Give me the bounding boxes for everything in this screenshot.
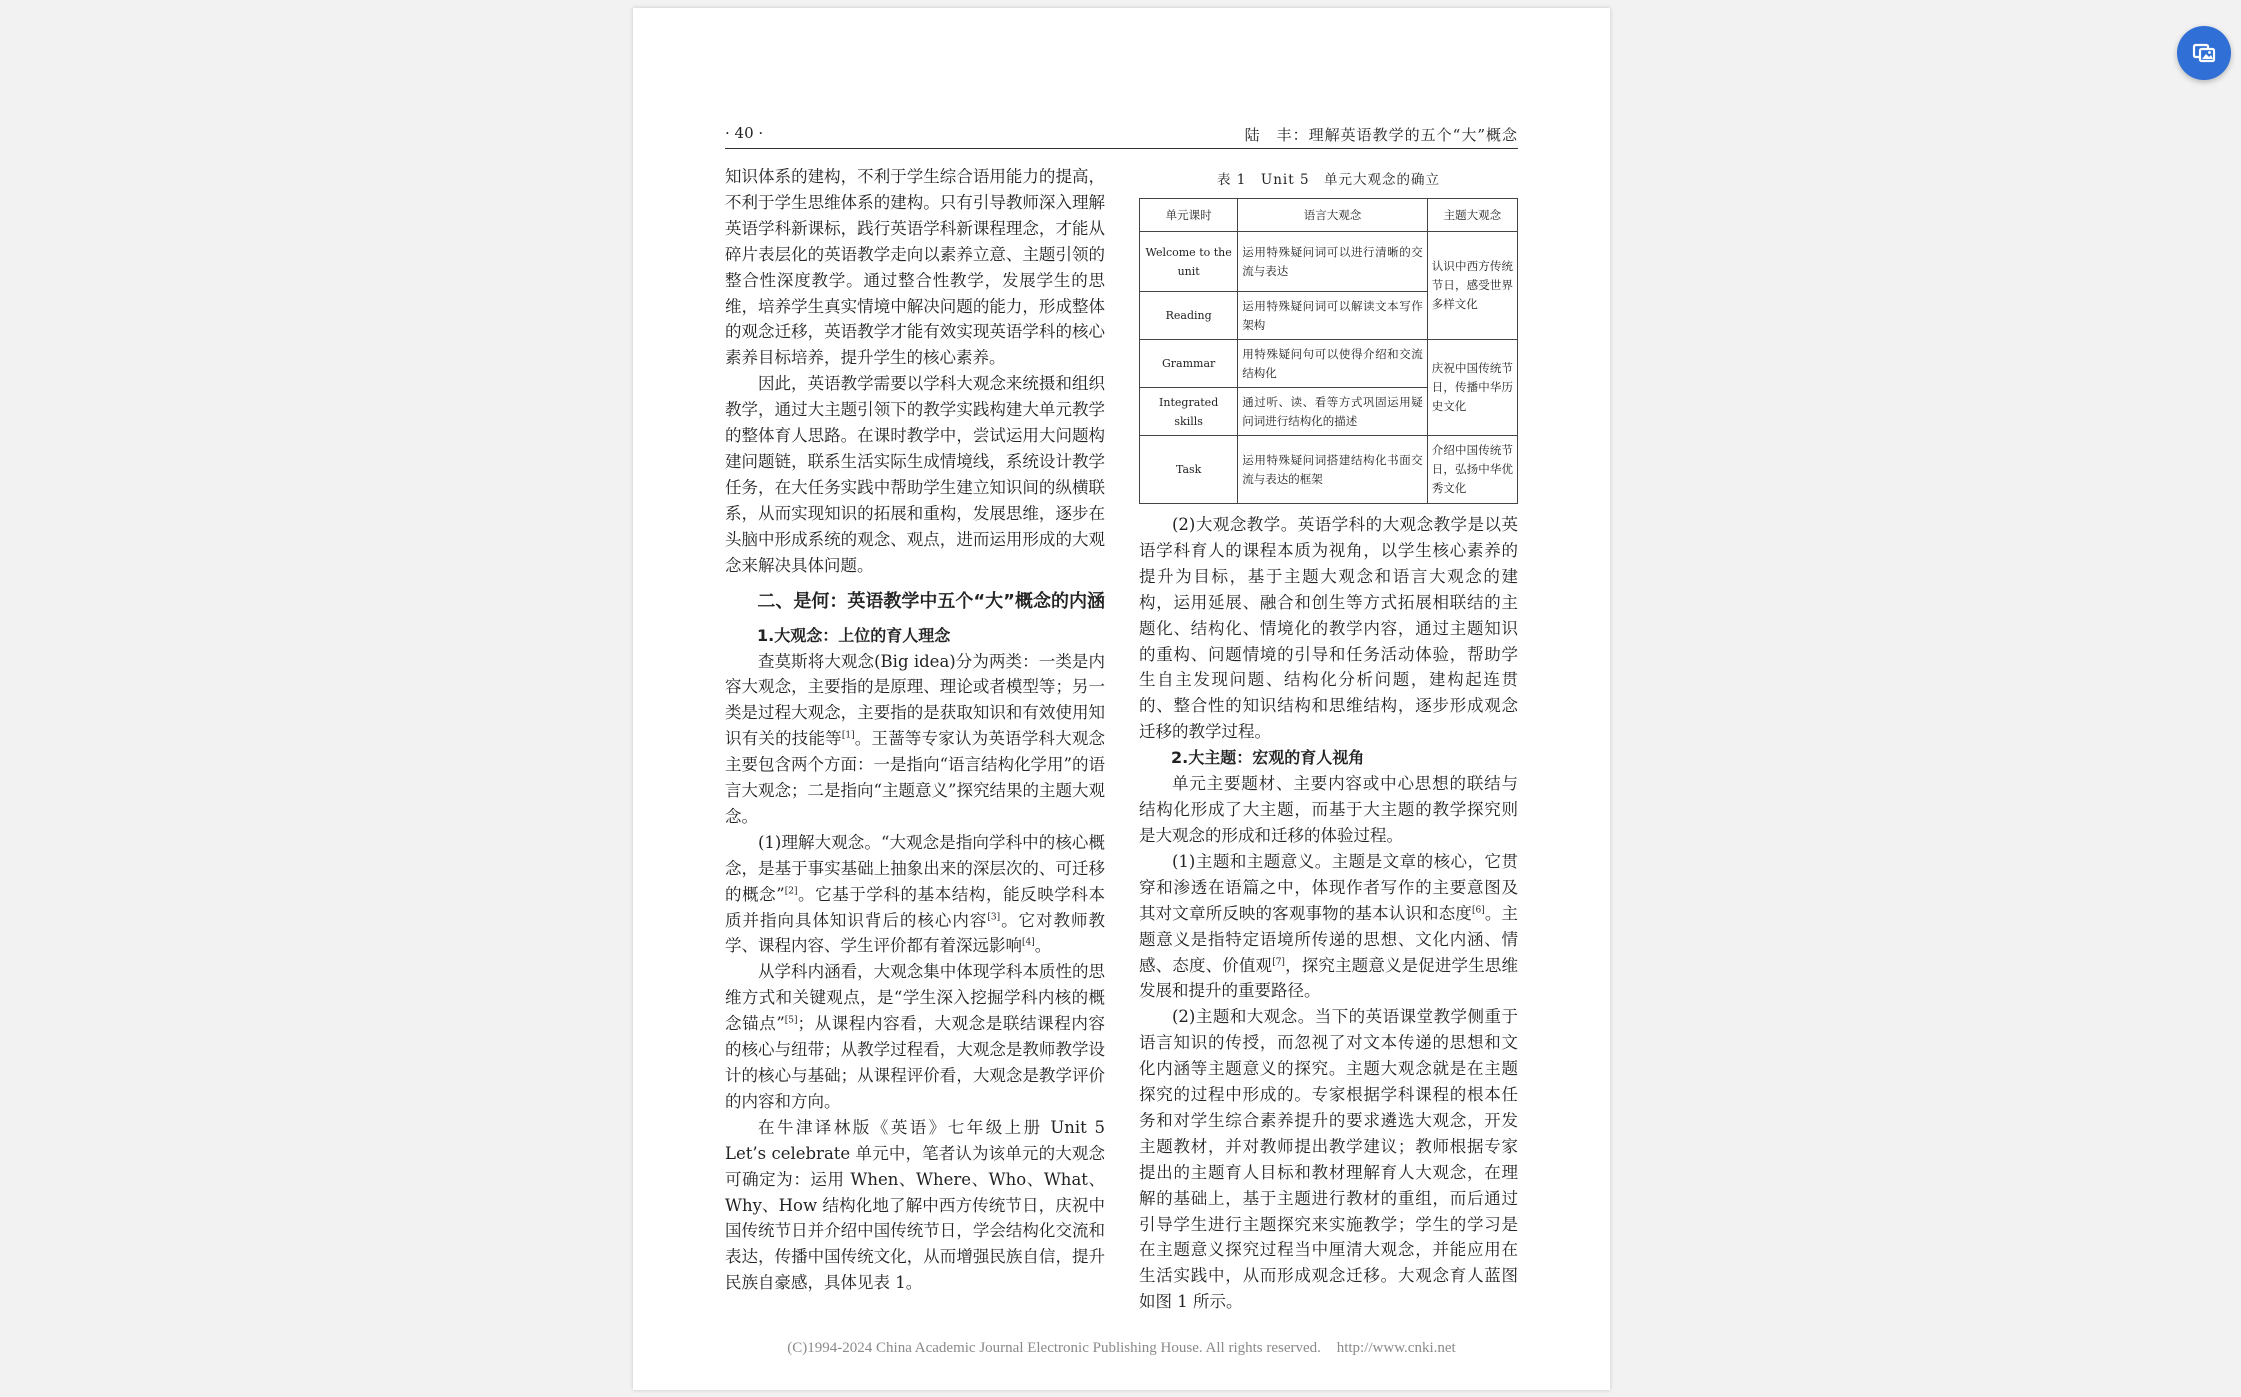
citation: [7] (1272, 957, 1285, 967)
paragraph: (1)主题和主题意义。主题是文章的核心，它贯穿和渗透在语篇之中，体现作者写作的主要意图及其对文章所反映的客观事物的基本认识和态度[6]。主题意义是指特定语境所传递的思想、文化内涵、情感、态度、价值观[7]，探究主题意义是促进学生思维发展和提升的重要路径。 (1139, 851, 1519, 1001)
left-column (725, 164, 1105, 1296)
image-translate-button[interactable] (2177, 26, 2231, 80)
table-cell: 运用特殊疑问词可以进行清晰的交流与表达 (1238, 232, 1428, 292)
cnki-url: http://www.cnki.net (1336, 1340, 1456, 1356)
paragraph: (2)主题和大观念。当下的英语课堂教学侧重于语言知识的传授，而忽视了对文本传递的思想和文化内涵等主题意义的探究。主题大观念就是在主题探究的过程中形成的。专家根据学科课程的根本任务和对学生综合素养提升的要求遴选大观念，开发主题教材，并对教师提出教学建议；教师根据专家提出的主题育人目标和教材理解育人大观念，在理解的基础上，基于主题进行教材的重组，而后通过引导学生进行主题探究来实施教学；学生的学习是在主题意义探究过程当中厘清大观念，并能应用在生活实践中，从而形成观念迁移。大观念育人蓝图如图 1 所示。 (1139, 1007, 1518, 1312)
table-cell: 通过听、读、看等方式巩固运用疑问词进行结构化的描述 (1238, 388, 1428, 436)
table-cell: 运用特殊疑问词搭建结构化书面交流与表达的框架 (1238, 436, 1428, 504)
table-cell: Welcome to the unit (1140, 232, 1238, 292)
paragraph: 知识体系的建构，不利于学生综合语用能力的提高，不利于学生思维体系的建构。只有引导教师深入理解英语学科新课标，践行英语学科新课程理念，才能从碎片表层化的英语教学走向以素养立意、主题引领的整合性深度教学。通过整合性教学，发展学生的思维，培养学生真实情境中解决问题的能力，形成整体的观念迁移，英语教学才能有效实现英语学科的核心素养目标培养，提升学生的核心素养。 (725, 167, 1105, 368)
table-header-row (1140, 199, 1518, 232)
paragraph: (2)大观念教学。英语学科的大观念教学是以英语学科育人的课程本质为视角，以学生核心素养的提升为目标，基于主题大观念和语言大观念的建构，运用延展、融合和创生等方式拓展相联结的主题化、结构化、情境化的教学内容，通过主题知识的重构、问题情境的引导和任务活动体验，帮助学生自主发现问题、结构化分析问题，建构起连贯的、整合性的知识结构和思维结构，逐步形成观念迁移的教学过程。 (1139, 515, 1518, 742)
subsection-heading: 2.大主题：宏观的育人视角 (1171, 748, 1365, 768)
table-row (1140, 436, 1518, 504)
table-cell: 介绍中国传统节日，弘扬中华优秀文化 (1427, 436, 1517, 504)
table-cell: 用特殊疑问句可以使得介绍和交流结构化 (1238, 340, 1428, 388)
table-cell: Integrated skills (1140, 388, 1238, 436)
citation: [2] (784, 886, 798, 897)
right-column (1139, 164, 1518, 1315)
copyright-footer (663, 1340, 1580, 1357)
paragraph: 从学科内涵看，大观念集中体现学科本质性的思维方式和关键观点，是“学生深入挖掘学科内核的概念锚点”[5]；从课程内容看，大观念是联结课程内容的核心与纽带；从教学过程看，大观念是教师教学设计的核心与基础；从课程评价看，大观念是教学评价的内容和方向。 (725, 962, 1106, 1111)
table-row (1140, 232, 1518, 292)
copyright-text: (C)1994-2024 China Academic Journal Electronic Publishing House. All rights reserved. (787, 1340, 1321, 1356)
subsection-heading: 1.大观念：上位的育人理念 (757, 625, 951, 645)
table-cell: 认识中西方传统节日，感受世界多样文化 (1427, 232, 1517, 340)
table-cell: 运用特殊疑问词可以解读文本写作架构 (1238, 292, 1428, 340)
paragraph: 在牛津译林版《英语》七年级上册 Unit 5 Let’s celebrate 单元中，笔者认为该单元的大观念可确定为：运用 When、Where、Who、What、Why、How 结构化地了解中西方传统节日，庆祝中国传统节日并介绍中国传统节日，学会结构化交流和表达，传播中国传统文化，从而增强民族自信，提升民族自豪感，具体见表 1。 (725, 1117, 1105, 1293)
citation: [6] (1471, 905, 1485, 916)
page-number: · 40 · (725, 124, 764, 142)
table-cell: Reading (1140, 292, 1238, 340)
table-cell: Grammar (1140, 340, 1238, 388)
document-page (633, 8, 1610, 1390)
image-translate-icon (2189, 38, 2219, 68)
paragraph: (1)理解大观念。“大观念是指向学科中的核心概念，是基于事实基础上抽象出来的深层次的、可迁移的概念”[2]。它基于学科的基本结构，能反映学科本质并指向具体知识背后的核心内容[3]。它对教师教学、课程内容、学生评价都有着深远影响[4]。 (725, 832, 1106, 956)
table-cell: Task (1140, 436, 1238, 504)
paragraph: 因此，英语教学需要以学科大观念来统摄和组织教学，通过大主题引领下的教学实践构建大单元教学的整体育人思路。在课时教学中，尝试运用大问题构建问题链，联系生活实际生成情境线，系统设计教学任务，在大任务实践中帮助学生建立知识间的纵横联系，从而实现知识的拓展和重构，发展思维，逐步在头脑中形成系统的观念、观点，进而运用形成的大观念来解决具体问题。 (725, 374, 1105, 575)
unit-big-idea-table (1139, 198, 1518, 504)
page-header (725, 118, 1518, 149)
table-caption: 表 1 Unit 5 单元大观念的确立 (1216, 172, 1441, 188)
table-row (1140, 340, 1518, 388)
section-heading: 二、是何：英语教学中五个“大”概念的内涵 (757, 590, 1105, 612)
citation: [3] (987, 912, 1001, 923)
table-header: 单元课时 (1140, 199, 1238, 232)
table-cell: 庆祝中国传统节日，传播中华历史文化 (1427, 340, 1517, 436)
citation: [5] (784, 1015, 798, 1026)
table-header: 主题大观念 (1427, 199, 1517, 232)
running-title: 陆 丰：理解英语教学的五个“大”概念 (1244, 126, 1518, 144)
citation: [4] (1022, 937, 1035, 948)
citation: [1] (841, 730, 855, 741)
paragraph: 单元主要题材、主要内容或中心思想的联结与结构化形成了大主题，而基于大主题的教学探究则是大观念的形成和迁移的体验过程。 (1139, 774, 1518, 845)
table-header: 语言大观念 (1238, 199, 1428, 232)
paragraph: 查莫斯将大观念(Big idea)分为两类：一类是内容大观念，主要指的是原理、理论或者模型等；另一类是过程大观念，主要指的是获取知识和有效使用知识有关的技能等[1]。王蔷等专家认为英语学科大观念主要包含两个方面：一是指向“语言结构化学用”的语言大观念；二是指向“主题意义”探究结果的主题大观念。 (725, 651, 1106, 826)
